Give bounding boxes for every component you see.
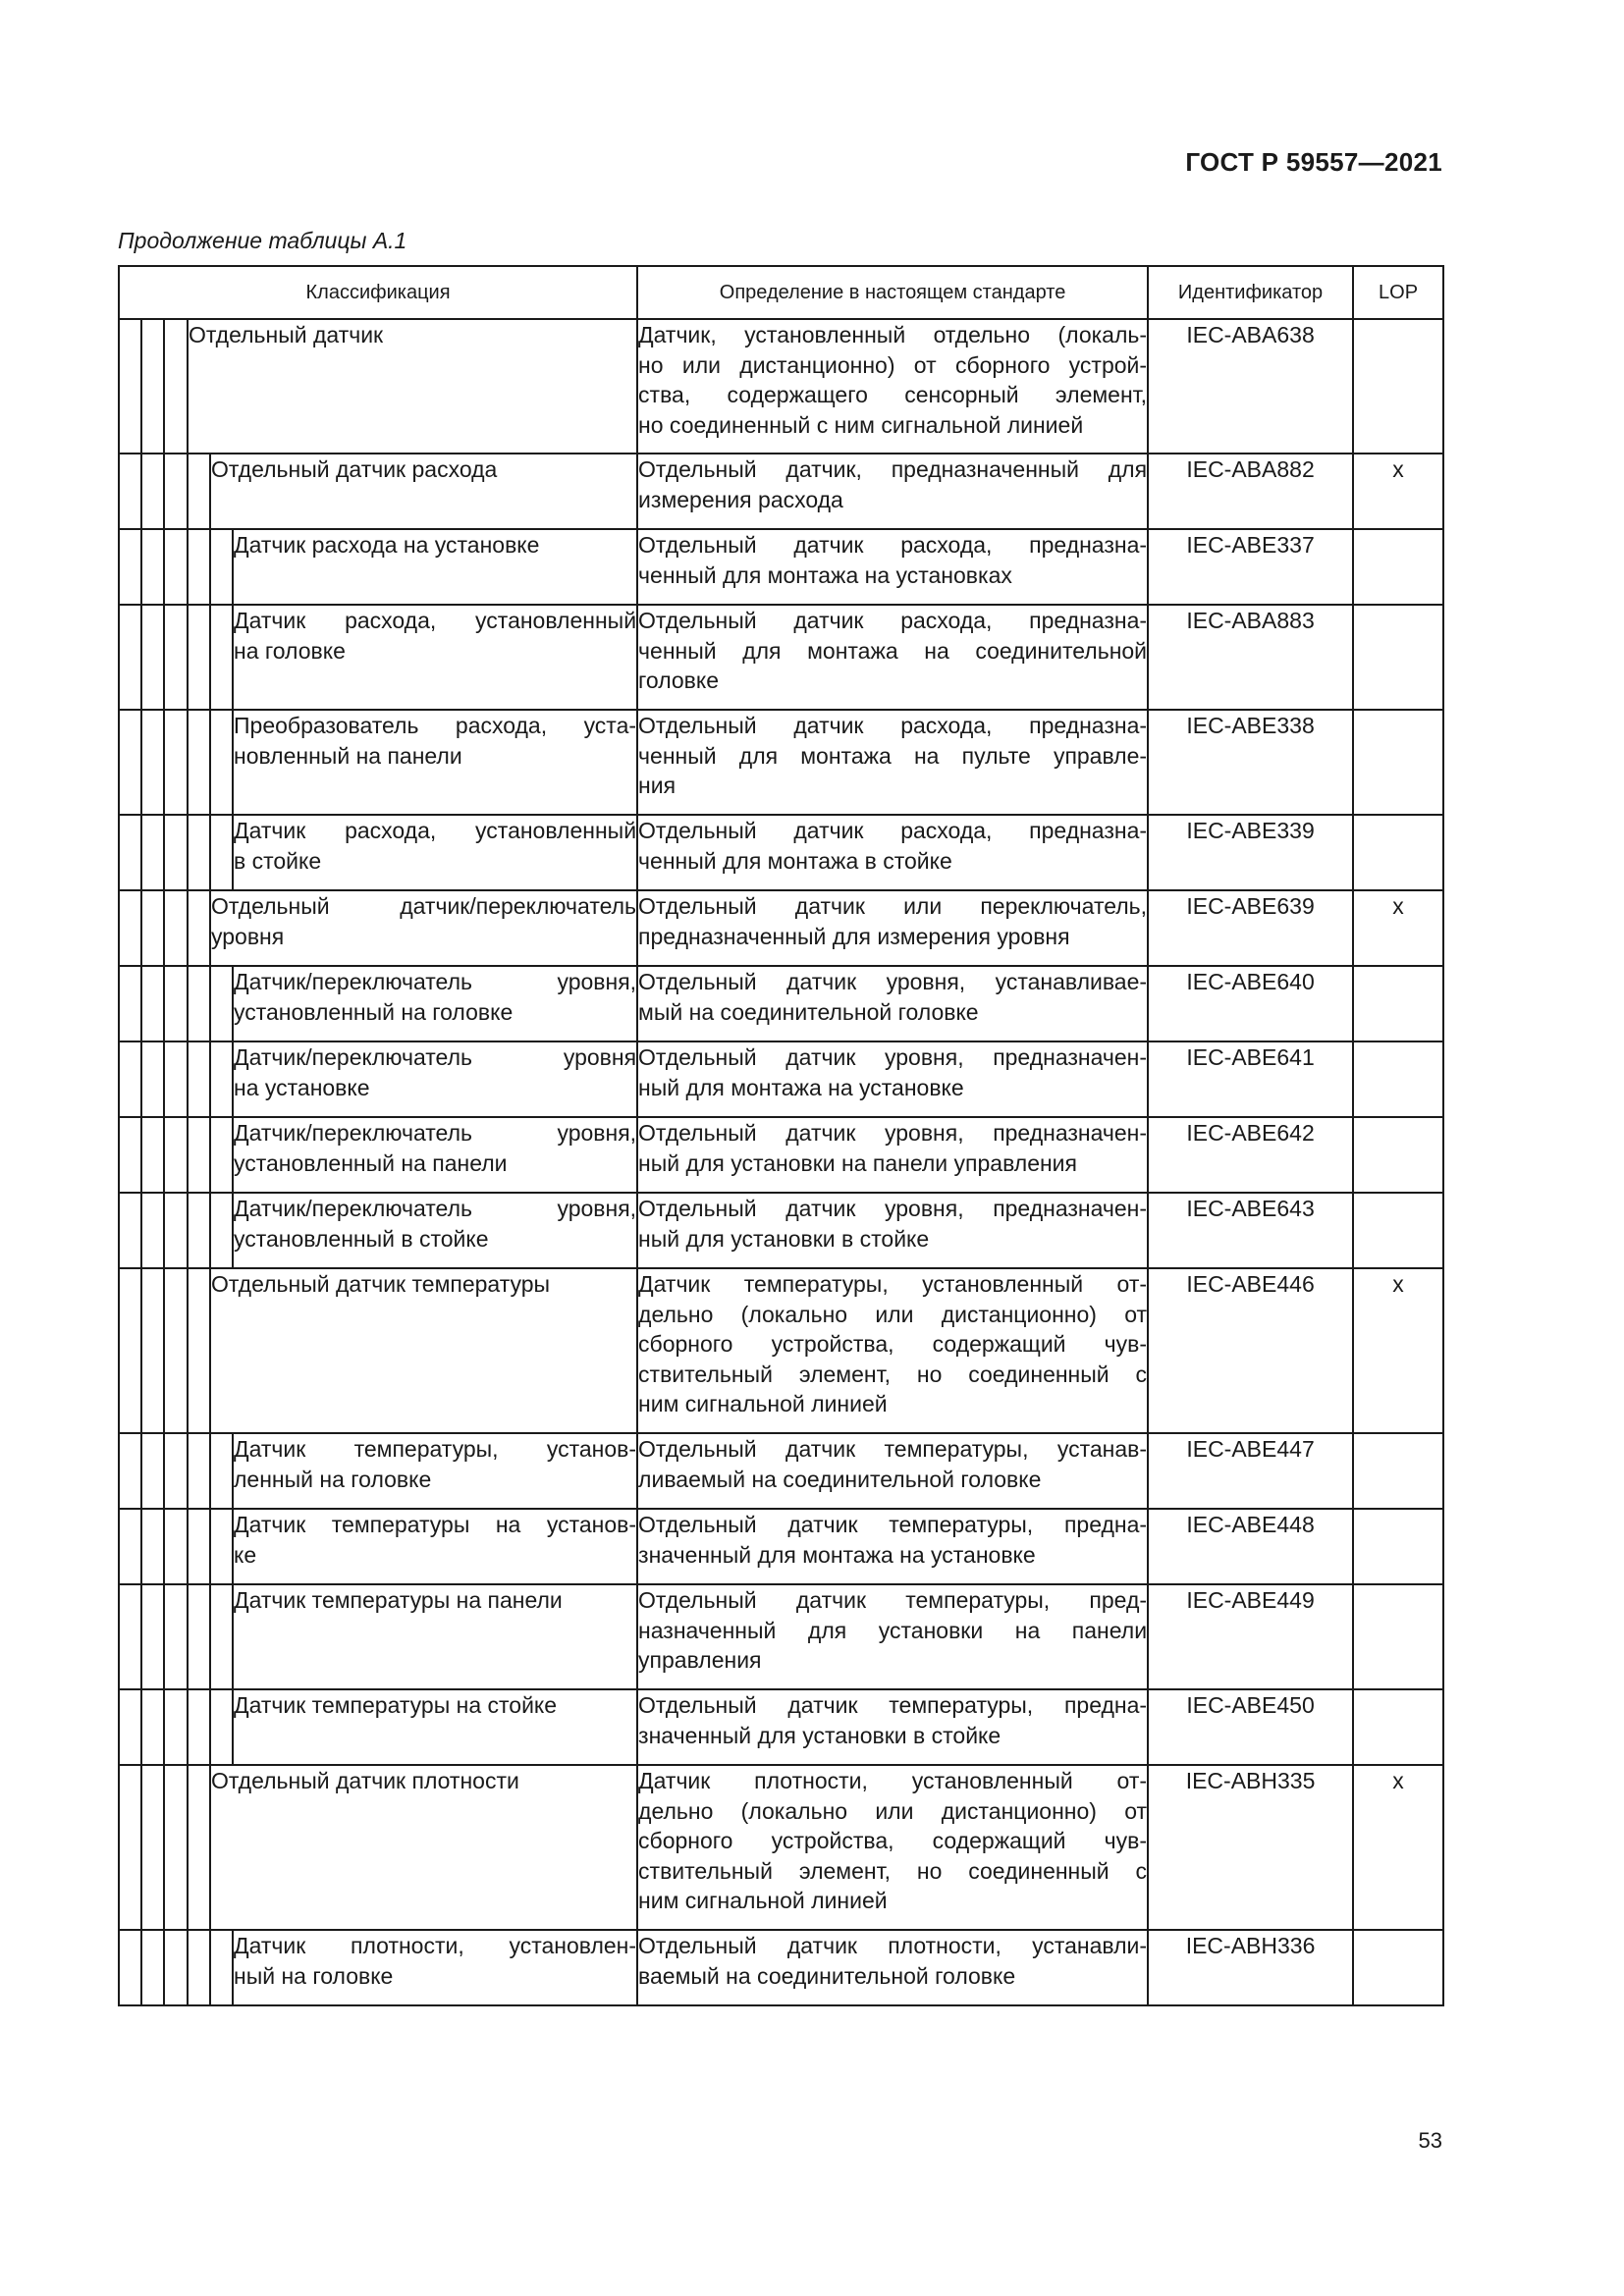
table-caption: Продолжение таблицы А.1: [118, 228, 407, 253]
table-row: [119, 1117, 1443, 1193]
hierarchy-indent-cell: [188, 1193, 210, 1268]
lop-cell: x: [1353, 1268, 1443, 1433]
hierarchy-indent-cell: [210, 1433, 233, 1509]
identifier-cell: IEC-ABE449: [1148, 1584, 1353, 1689]
hierarchy-indent-cell: [164, 1509, 188, 1584]
hierarchy-indent-cell: [141, 1765, 164, 1930]
hierarchy-indent-cell: [164, 1041, 188, 1117]
definition-line: Отдельный датчик расхода, предназна-: [638, 818, 1148, 843]
hierarchy-indent-cell: [141, 319, 164, 454]
hierarchy-indent-cell: [119, 1584, 141, 1689]
hierarchy-indent-cell: [164, 605, 188, 710]
classification-line: Датчик плотности, установлен-: [234, 1933, 637, 1958]
classification-cell: [233, 529, 637, 605]
hierarchy-indent-cell: [188, 710, 210, 815]
hierarchy-indent-cell: [119, 1117, 141, 1193]
table-row: [119, 815, 1443, 890]
hierarchy-indent-cell: [188, 1584, 210, 1689]
lop-cell: [1353, 966, 1443, 1041]
identifier-cell: IEC-ABE446: [1148, 1268, 1353, 1433]
classification-line: новленный на панели: [234, 742, 462, 769]
hierarchy-indent-cell: [210, 815, 233, 890]
definition-line: значенный для монтажа на установке: [638, 1541, 1036, 1568]
table-row: [119, 1041, 1443, 1117]
hierarchy-indent-cell: [188, 815, 210, 890]
definition-line: Отдельный датчик температуры, предна-: [638, 1512, 1148, 1537]
hierarchy-indent-cell: [210, 1041, 233, 1117]
classification-line: установленный на головке: [234, 998, 514, 1025]
lop-cell: [1353, 1041, 1443, 1117]
hierarchy-indent-cell: [164, 815, 188, 890]
hierarchy-indent-cell: [141, 454, 164, 529]
hierarchy-indent-cell: [164, 710, 188, 815]
lop-cell: [1353, 529, 1443, 605]
table-row: [119, 1765, 1443, 1930]
definition-cell: [637, 890, 1148, 966]
definition-cell: [637, 710, 1148, 815]
definition-line: Отдельный датчик уровня, предназначен-: [638, 1120, 1148, 1146]
lop-cell: [1353, 1689, 1443, 1765]
table-row: [119, 890, 1443, 966]
classification-line: Отдельный датчик расхода: [211, 456, 498, 482]
hierarchy-indent-cell: [164, 1117, 188, 1193]
classification-line: в стойке: [234, 847, 322, 874]
identifier-cell: IEC-ABE641: [1148, 1041, 1353, 1117]
classification-line: Датчик температуры на установ-: [234, 1512, 637, 1537]
classification-cell: [233, 1930, 637, 2005]
lop-cell: [1353, 1584, 1443, 1689]
definition-line: ним сигнальной линией: [638, 1888, 888, 1913]
definition-line: Отдельный датчик или переключатель,: [638, 893, 1148, 919]
identifier-cell: IEC-ABA882: [1148, 454, 1353, 529]
classification-line: установленный на панели: [234, 1149, 508, 1176]
definition-cell: [637, 1765, 1148, 1930]
definition-line: Отдельный датчик расхода, предназна-: [638, 713, 1148, 738]
hierarchy-indent-cell: [141, 605, 164, 710]
classification-cell: [210, 890, 637, 966]
definition-cell: [637, 1041, 1148, 1117]
lop-cell: [1353, 1117, 1443, 1193]
definition-line: дельно (локально или дистанционно) от: [638, 1797, 1148, 1824]
hierarchy-indent-cell: [141, 529, 164, 605]
hierarchy-indent-cell: [188, 605, 210, 710]
identifier-cell: IEC-ABE337: [1148, 529, 1353, 605]
hierarchy-indent-cell: [210, 966, 233, 1041]
hierarchy-indent-cell: [141, 890, 164, 966]
hierarchy-indent-cell: [119, 1433, 141, 1509]
hierarchy-indent-cell: [188, 529, 210, 605]
lop-cell: x: [1353, 890, 1443, 966]
hierarchy-indent-cell: [210, 1689, 233, 1765]
hierarchy-indent-cell: [188, 1268, 210, 1433]
hierarchy-indent-cell: [164, 1268, 188, 1433]
classification-cell: [210, 454, 637, 529]
hierarchy-indent-cell: [164, 966, 188, 1041]
hierarchy-indent-cell: [141, 1509, 164, 1584]
classification-line: Преобразователь расхода, уста-: [234, 713, 637, 738]
classification-cell: [233, 1117, 637, 1193]
hierarchy-indent-cell: [164, 529, 188, 605]
hierarchy-indent-cell: [141, 1584, 164, 1689]
identifier-cell: IEC-ABE339: [1148, 815, 1353, 890]
hierarchy-indent-cell: [119, 319, 141, 454]
classification-cell: [188, 319, 637, 454]
classification-cell: [233, 1433, 637, 1509]
definition-line: ный для установки в стойке: [638, 1225, 930, 1252]
hierarchy-indent-cell: [210, 1509, 233, 1584]
hierarchy-indent-cell: [119, 815, 141, 890]
definition-line: Датчик температуры, установленный от-: [638, 1271, 1148, 1297]
document-code: ГОСТ Р 59557—2021: [1185, 147, 1442, 177]
definition-line: сборного устройства, содержащий чув-: [638, 1331, 1148, 1357]
definition-line: значенный для установки в стойке: [638, 1722, 1001, 1748]
hierarchy-indent-cell: [210, 529, 233, 605]
hierarchy-indent-cell: [188, 1689, 210, 1765]
table-row: [119, 1689, 1443, 1765]
hierarchy-indent-cell: [188, 1433, 210, 1509]
definition-line: головке: [638, 667, 720, 693]
table-row: [119, 605, 1443, 710]
hierarchy-indent-cell: [119, 454, 141, 529]
definition-line: измерения расхода: [638, 486, 843, 512]
table-row: [119, 1268, 1443, 1433]
table-body: [119, 319, 1443, 2005]
hierarchy-indent-cell: [141, 1117, 164, 1193]
identifier-cell: IEC-ABE642: [1148, 1117, 1353, 1193]
classification-cell: [210, 1765, 637, 1930]
classification-line: Отдельный датчик/переключатель: [211, 893, 637, 919]
identifier-cell: IEC-ABE640: [1148, 966, 1353, 1041]
definition-line: ный для монтажа на установке: [638, 1074, 964, 1100]
table-header-row: [119, 266, 1443, 319]
lop-cell: [1353, 1433, 1443, 1509]
header-definition: Определение в настоящем стандарте: [637, 266, 1148, 319]
hierarchy-indent-cell: [119, 890, 141, 966]
definition-line: Отдельный датчик температуры, предна-: [638, 1692, 1148, 1718]
definition-line: ный для установки на панели управления: [638, 1149, 1077, 1176]
lop-cell: x: [1353, 454, 1443, 529]
table-row: [119, 710, 1443, 815]
classification-line: Отдельный датчик температуры: [211, 1271, 551, 1297]
lop-cell: [1353, 605, 1443, 710]
definition-cell: [637, 1509, 1148, 1584]
definition-line: дельно (локально или дистанционно) от: [638, 1301, 1148, 1327]
identifier-cell: IEC-ABE447: [1148, 1433, 1353, 1509]
hierarchy-indent-cell: [141, 1041, 164, 1117]
classification-table: [118, 265, 1444, 2006]
hierarchy-indent-cell: [164, 1689, 188, 1765]
table-row: [119, 1930, 1443, 2005]
classification-line: Отдельный датчик плотности: [211, 1768, 519, 1793]
identifier-cell: IEC-ABA883: [1148, 605, 1353, 710]
definition-line: ливаемый на соединительной головке: [638, 1466, 1042, 1492]
definition-cell: [637, 454, 1148, 529]
definition-line: Датчик плотности, установленный от-: [638, 1768, 1148, 1793]
classification-line: Датчик расхода, установленный: [234, 818, 637, 843]
lop-cell: [1353, 1193, 1443, 1268]
classification-line: Датчик температуры на стойке: [234, 1692, 558, 1718]
table-row: [119, 1193, 1443, 1268]
hierarchy-indent-cell: [119, 529, 141, 605]
table-row: [119, 529, 1443, 605]
table-row: [119, 454, 1443, 529]
hierarchy-indent-cell: [210, 1930, 233, 2005]
definition-cell: [637, 1268, 1148, 1433]
definition-cell: [637, 605, 1148, 710]
definition-line: ченный для монтажа в стойке: [638, 847, 952, 874]
definition-line: назначенный для установки на панели: [638, 1617, 1148, 1643]
hierarchy-indent-cell: [119, 1268, 141, 1433]
definition-line: Отдельный датчик расхода, предназна-: [638, 532, 1148, 558]
page-number: 53: [1418, 2128, 1442, 2153]
definition-line: ствительный элемент, но соединенный с: [638, 1361, 1148, 1387]
hierarchy-indent-cell: [210, 605, 233, 710]
hierarchy-indent-cell: [164, 319, 188, 454]
hierarchy-indent-cell: [210, 1117, 233, 1193]
classification-line: установленный в стойке: [234, 1225, 489, 1252]
definition-line: ченный для монтажа на соединительной: [638, 637, 1148, 664]
classification-cell: [233, 1193, 637, 1268]
definition-line: Отдельный датчик температуры, устанав-: [638, 1436, 1148, 1462]
definition-cell: [637, 1433, 1148, 1509]
definition-line: Отдельный датчик уровня, предназначен-: [638, 1044, 1148, 1070]
definition-line: Отдельный датчик расхода, предназна-: [638, 608, 1148, 633]
classification-line: Датчик/переключатель уровня,: [234, 1120, 637, 1146]
hierarchy-indent-cell: [188, 966, 210, 1041]
hierarchy-indent-cell: [164, 1584, 188, 1689]
hierarchy-indent-cell: [119, 710, 141, 815]
hierarchy-indent-cell: [164, 1765, 188, 1930]
classification-line: Датчик/переключатель уровня: [234, 1044, 637, 1070]
classification-line: Отдельный датчик: [189, 322, 384, 347]
identifier-cell: IEC-ABE450: [1148, 1689, 1353, 1765]
identifier-cell: IEC-ABA638: [1148, 319, 1353, 454]
definition-line: ченный для монтажа на установках: [638, 561, 1012, 588]
table-row: [119, 1433, 1443, 1509]
definition-line: ния: [638, 773, 677, 798]
definition-line: но или дистанционно) от сборного устрой-: [638, 351, 1148, 378]
classification-cell: [233, 815, 637, 890]
definition-line: ствительный элемент, но соединенный с: [638, 1857, 1148, 1884]
definition-line: но соединенный с ним сигнальной линией: [638, 411, 1084, 438]
hierarchy-indent-cell: [119, 1930, 141, 2005]
lop-cell: [1353, 815, 1443, 890]
definition-line: Датчик, установленный отдельно (локаль-: [638, 322, 1148, 347]
definition-line: ним сигнальной линией: [638, 1391, 888, 1416]
identifier-cell: IEC-ABH335: [1148, 1765, 1353, 1930]
definition-line: ченный для монтажа на пульте управле-: [638, 742, 1148, 769]
definition-cell: [637, 1117, 1148, 1193]
classification-line: ленный на головке: [234, 1466, 432, 1492]
definition-line: мый на соединительной головке: [638, 998, 979, 1025]
hierarchy-indent-cell: [141, 966, 164, 1041]
hierarchy-indent-cell: [119, 1041, 141, 1117]
hierarchy-indent-cell: [119, 1689, 141, 1765]
hierarchy-indent-cell: [188, 1509, 210, 1584]
hierarchy-indent-cell: [188, 1765, 210, 1930]
definition-line: сборного устройства, содержащий чув-: [638, 1828, 1148, 1853]
definition-line: предназначенный для измерения уровня: [638, 923, 1070, 949]
hierarchy-indent-cell: [164, 454, 188, 529]
hierarchy-indent-cell: [141, 1268, 164, 1433]
hierarchy-indent-cell: [188, 890, 210, 966]
hierarchy-indent-cell: [119, 966, 141, 1041]
header-identifier: Идентификатор: [1148, 266, 1353, 319]
classification-line: Датчик расхода на установке: [234, 532, 540, 558]
definition-cell: [637, 815, 1148, 890]
hierarchy-indent-cell: [164, 1930, 188, 2005]
hierarchy-indent-cell: [188, 1117, 210, 1193]
definition-cell: [637, 529, 1148, 605]
identifier-cell: IEC-ABE639: [1148, 890, 1353, 966]
hierarchy-indent-cell: [164, 1193, 188, 1268]
table-row: [119, 1509, 1443, 1584]
definition-line: ства, содержащего сенсорный элемент,: [638, 382, 1148, 407]
classification-cell: [233, 710, 637, 815]
lop-cell: [1353, 710, 1443, 815]
classification-line: Датчик температуры, установ-: [234, 1436, 637, 1462]
hierarchy-indent-cell: [141, 1193, 164, 1268]
hierarchy-indent-cell: [141, 1689, 164, 1765]
definition-line: Отдельный датчик, предназначенный для: [638, 456, 1148, 482]
hierarchy-indent-cell: [210, 1584, 233, 1689]
hierarchy-indent-cell: [141, 1433, 164, 1509]
hierarchy-indent-cell: [188, 454, 210, 529]
hierarchy-indent-cell: [188, 1930, 210, 2005]
lop-cell: x: [1353, 1765, 1443, 1930]
hierarchy-indent-cell: [210, 710, 233, 815]
classification-line: ке: [234, 1541, 257, 1568]
classification-cell: [233, 1041, 637, 1117]
identifier-cell: IEC-ABE338: [1148, 710, 1353, 815]
classification-line: Датчик расхода, установленный: [234, 608, 637, 633]
lop-cell: [1353, 319, 1443, 454]
definition-line: Отдельный датчик температуры, пред-: [638, 1587, 1148, 1613]
table-row: [119, 1584, 1443, 1689]
definition-cell: [637, 1584, 1148, 1689]
definition-line: Отдельный датчик плотности, устанавли-: [638, 1933, 1148, 1958]
hierarchy-indent-cell: [119, 605, 141, 710]
hierarchy-indent-cell: [164, 890, 188, 966]
definition-cell: [637, 1689, 1148, 1765]
classification-cell: [233, 966, 637, 1041]
classification-cell: [210, 1268, 637, 1433]
definition-cell: [637, 1193, 1148, 1268]
classification-cell: [233, 1584, 637, 1689]
classification-line: Датчик температуры на панели: [234, 1587, 563, 1613]
definition-line: Отдельный датчик уровня, предназначен-: [638, 1196, 1148, 1221]
hierarchy-indent-cell: [119, 1765, 141, 1930]
identifier-cell: IEC-ABE643: [1148, 1193, 1353, 1268]
hierarchy-indent-cell: [141, 815, 164, 890]
classification-line: Датчик/переключатель уровня,: [234, 1196, 637, 1221]
classification-cell: [233, 1509, 637, 1584]
identifier-cell: IEC-ABH336: [1148, 1930, 1353, 2005]
definition-line: Отдельный датчик уровня, устанавливае-: [638, 969, 1148, 994]
lop-cell: [1353, 1930, 1443, 2005]
definition-cell: [637, 966, 1148, 1041]
header-classification: Классификация: [119, 266, 637, 319]
hierarchy-indent-cell: [141, 1930, 164, 2005]
classification-line: уровня: [211, 923, 285, 949]
classification-line: на установке: [234, 1074, 370, 1100]
definition-cell: [637, 319, 1148, 454]
hierarchy-indent-cell: [141, 710, 164, 815]
classification-line: ный на головке: [234, 1962, 394, 1989]
identifier-cell: IEC-ABE448: [1148, 1509, 1353, 1584]
classification-cell: [233, 605, 637, 710]
lop-cell: [1353, 1509, 1443, 1584]
classification-line: на головке: [234, 637, 346, 664]
definition-line: ваемый на соединительной головке: [638, 1962, 1016, 1989]
header-lop: LOP: [1353, 266, 1443, 319]
definition-line: управления: [638, 1647, 762, 1673]
hierarchy-indent-cell: [188, 1041, 210, 1117]
hierarchy-indent-cell: [119, 1193, 141, 1268]
hierarchy-indent-cell: [210, 1193, 233, 1268]
classification-cell: [233, 1689, 637, 1765]
hierarchy-indent-cell: [164, 1433, 188, 1509]
table-row: [119, 319, 1443, 454]
table-row: [119, 966, 1443, 1041]
classification-line: Датчик/переключатель уровня,: [234, 969, 637, 994]
definition-cell: [637, 1930, 1148, 2005]
hierarchy-indent-cell: [119, 1509, 141, 1584]
